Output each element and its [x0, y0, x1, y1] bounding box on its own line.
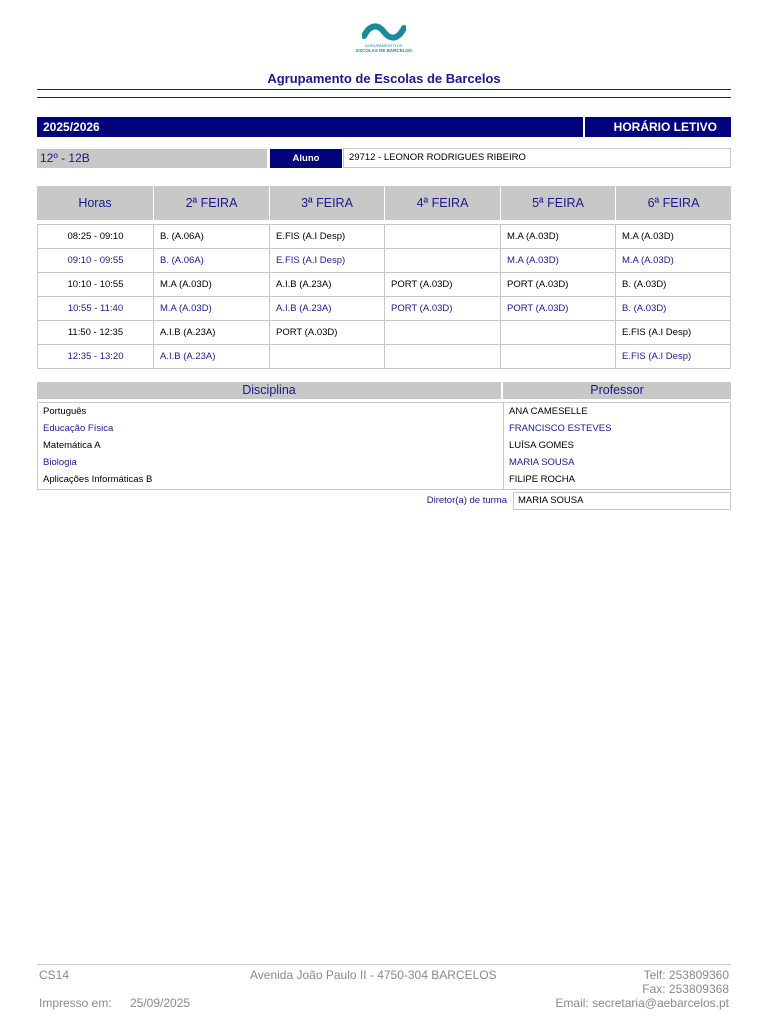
school-logo — [350, 22, 418, 58]
lesson-cell: B. (A.06A) — [154, 224, 270, 249]
class-name: 12º - 12B — [37, 149, 267, 168]
subject-name: Português — [43, 406, 87, 417]
timetable-row — [37, 224, 731, 249]
timetable-row — [37, 273, 731, 297]
footer-code: CS14 — [39, 968, 70, 982]
class-director-value: MARIA SOUSA — [513, 492, 731, 510]
header-monday: 2ª FEIRA — [154, 186, 270, 220]
lesson-cell: B. (A.03D) — [616, 273, 731, 297]
logo-line-2: ESCOLAS DE BARCELOS — [356, 48, 412, 53]
title-rule-top — [37, 89, 731, 90]
teacher-name: FILIPE ROCHA — [509, 474, 575, 485]
subjects-list-divider — [503, 402, 504, 490]
teacher-name: FRANCISCO ESTEVES — [509, 423, 612, 434]
teacher-name: ANA CAMESELLE — [509, 406, 588, 417]
footer-fax: Fax: 253809368 — [642, 982, 729, 996]
title-rule-bottom — [37, 97, 731, 98]
timetable-row — [37, 321, 731, 345]
time-cell: 12:35 - 13:20 — [37, 345, 154, 369]
lesson-cell: E.FIS (A.I Desp) — [270, 249, 385, 273]
timetable-row — [37, 249, 731, 273]
footer-printed-date: 25/09/2025 — [130, 996, 191, 1010]
lesson-cell — [385, 345, 501, 369]
lesson-cell: A.I.B (A.23A) — [270, 273, 385, 297]
header-wednesday: 4ª FEIRA — [385, 186, 501, 220]
lesson-cell: B. (A.06A) — [154, 249, 270, 273]
lesson-cell: B. (A.03D) — [616, 297, 731, 321]
wave-logo-icon — [362, 22, 406, 42]
lesson-cell: M.A (A.03D) — [501, 224, 616, 249]
time-cell: 09:10 - 09:55 — [37, 249, 154, 273]
lesson-cell: PORT (A.03D) — [501, 297, 616, 321]
timetable-row — [37, 297, 731, 321]
lesson-cell: E.FIS (A.I Desp) — [616, 345, 731, 369]
subject-name: Matemática A — [43, 440, 101, 451]
lesson-cell: A.I.B (A.23A) — [270, 297, 385, 321]
lesson-cell: M.A (A.03D) — [616, 224, 731, 249]
lesson-cell — [385, 321, 501, 345]
teachers-header: Professor — [503, 382, 731, 399]
lesson-cell: A.I.B (A.23A) — [154, 345, 270, 369]
timetable-row — [37, 345, 731, 369]
class-director-label: Diretor(a) de turma — [426, 495, 507, 506]
time-cell: 10:10 - 10:55 — [37, 273, 154, 297]
time-cell: 08:25 - 09:10 — [37, 224, 154, 249]
lesson-cell: M.A (A.03D) — [154, 273, 270, 297]
logo-line-1: AGRUPAMENTO DE — [365, 43, 403, 48]
time-cell: 10:55 - 11:40 — [37, 297, 154, 321]
subject-name: Educação Física — [43, 423, 114, 434]
lesson-cell — [385, 224, 501, 249]
time-cell: 11:50 - 12:35 — [37, 321, 154, 345]
lesson-cell: M.A (A.03D) — [616, 249, 731, 273]
student-label: Aluno — [270, 149, 342, 168]
header-friday: 6ª FEIRA — [616, 186, 731, 220]
lesson-cell: A.I.B (A.23A) — [154, 321, 270, 345]
header-horas: Horas — [37, 186, 154, 220]
header-tuesday: 3ª FEIRA — [270, 186, 385, 220]
lesson-cell: PORT (A.03D) — [385, 297, 501, 321]
lesson-cell — [501, 321, 616, 345]
lesson-cell: M.A (A.03D) — [154, 297, 270, 321]
lesson-cell — [501, 345, 616, 369]
subject-name: Biologia — [43, 457, 77, 468]
lesson-cell: PORT (A.03D) — [385, 273, 501, 297]
timetable — [37, 186, 731, 369]
teacher-name: LUÍSA GOMES — [509, 440, 574, 451]
school-title: Agrupamento de Escolas de Barcelos — [267, 71, 501, 86]
lesson-cell — [385, 249, 501, 273]
document-title-bar: HORÁRIO LETIVO — [585, 117, 731, 137]
footer-email: Email: secretaria@aebarcelos.pt — [555, 996, 729, 1010]
lesson-cell: E.FIS (A.I Desp) — [616, 321, 731, 345]
teacher-name: MARIA SOUSA — [509, 457, 575, 468]
footer-address: Avenida João Paulo II - 4750-304 BARCELOS — [250, 968, 497, 982]
lesson-cell — [270, 345, 385, 369]
subject-name: Aplicações Informáticas B — [43, 474, 153, 485]
lesson-cell: PORT (A.03D) — [501, 273, 616, 297]
subjects-header: Disciplina — [37, 382, 501, 399]
lesson-cell: E.FIS (A.I Desp) — [270, 224, 385, 249]
header-thursday: 5ª FEIRA — [501, 186, 616, 220]
timetable-header-row — [37, 186, 731, 220]
footer-printed-label: Impresso em: — [39, 996, 112, 1010]
footer-telephone: Telf: 253809360 — [643, 968, 729, 982]
footer-rule — [37, 964, 731, 965]
student-value: 29712 - LEONOR RODRIGUES RIBEIRO — [343, 148, 731, 168]
school-year-bar: 2025/2026 — [37, 117, 583, 137]
lesson-cell: M.A (A.03D) — [501, 249, 616, 273]
lesson-cell: PORT (A.03D) — [270, 321, 385, 345]
